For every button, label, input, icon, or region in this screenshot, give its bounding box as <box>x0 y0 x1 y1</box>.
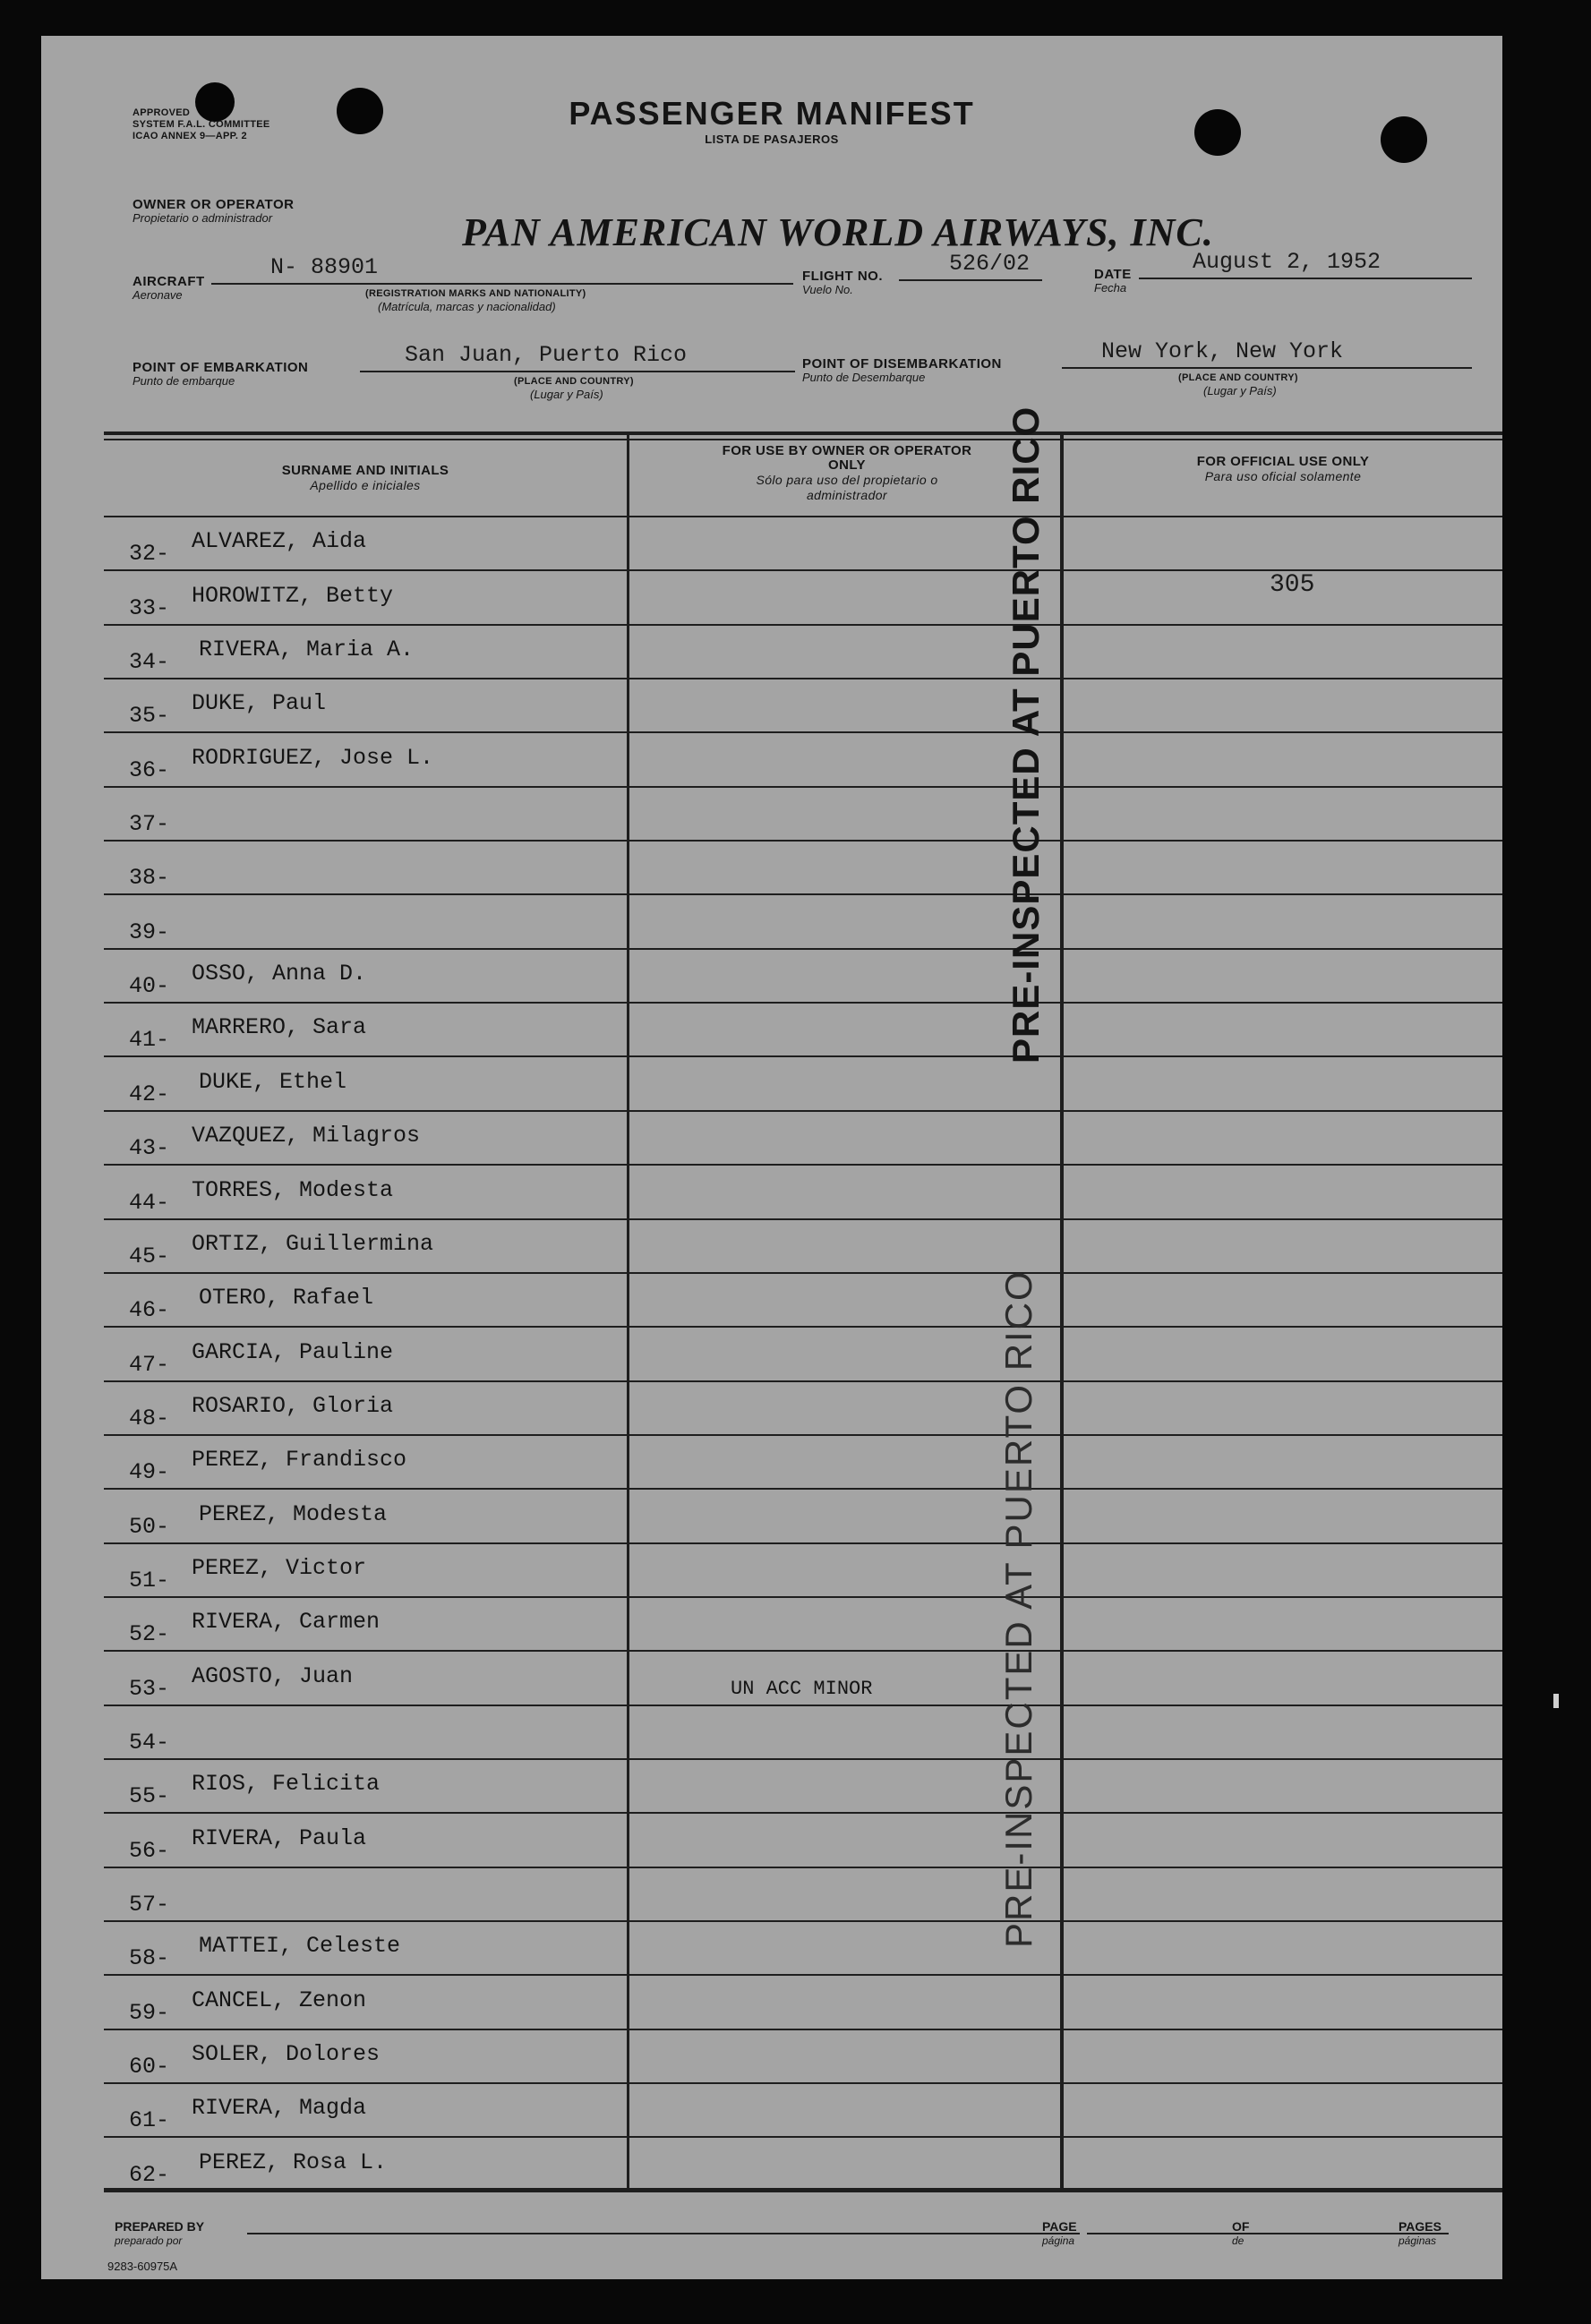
name-column-title-spanish: Apellido e iniciales <box>310 478 421 492</box>
passenger-name: CANCEL, Zenon <box>192 1987 367 2013</box>
embarkation-underline <box>360 371 795 372</box>
official-column-header <box>1064 455 1502 484</box>
table-row <box>41 1976 1502 2029</box>
flight-value: 526/02 <box>949 251 1031 277</box>
table-row <box>41 1922 1502 1976</box>
passenger-name: ORTIZ, Guillermina <box>192 1230 434 1257</box>
table-row <box>41 1598 1502 1652</box>
table-row <box>41 1328 1502 1381</box>
row-number: 51- <box>129 1567 170 1593</box>
passenger-name: MARRERO, Sara <box>192 1014 367 1041</box>
disembark-place-note-spanish: (Lugar y País) <box>1203 384 1277 397</box>
row-number: 44- <box>129 1189 170 1216</box>
passenger-name: GARCIA, Pauline <box>192 1338 394 1365</box>
passenger-name: HOROWITZ, Betty <box>192 582 394 609</box>
row-number: 55- <box>129 1783 170 1810</box>
table-row <box>41 2030 1502 2084</box>
embark-place-note: (PLACE AND COUNTRY) <box>514 376 634 387</box>
table-row <box>41 2084 1502 2138</box>
row-number: 54- <box>129 1730 170 1756</box>
table-row <box>41 1166 1502 1219</box>
page-label-spanish: página <box>1042 2234 1075 2247</box>
row-number: 38- <box>129 865 170 892</box>
embarkation-value: San Juan, Puerto Rico <box>405 342 688 368</box>
disembarkation-label: POINT OF DISEMBARKATION <box>802 356 1002 372</box>
passenger-name: PEREZ, Frandisco <box>192 1447 407 1474</box>
approval-line-3: ICAO ANNEX 9—APP. 2 <box>133 131 247 141</box>
table-row <box>41 1814 1502 1867</box>
row-number: 43- <box>129 1135 170 1162</box>
prepared-by-block <box>115 2220 204 2248</box>
official-column-title-spanish: Para uso oficial solamente <box>1204 469 1362 483</box>
registration-note: (REGISTRATION MARKS AND NATIONALITY) <box>365 288 586 299</box>
passenger-name: RIVERA, Paula <box>192 1824 367 1851</box>
table-row <box>41 1706 1502 1760</box>
row-number: 52- <box>129 1621 170 1648</box>
table-row <box>41 517 1502 571</box>
date-label: DATE <box>1094 267 1132 282</box>
table-row <box>41 1760 1502 1814</box>
table-row <box>41 1382 1502 1436</box>
of-block <box>1232 2220 1249 2248</box>
row-number: 47- <box>129 1351 170 1378</box>
passenger-name: OTERO, Rafael <box>199 1285 374 1312</box>
table-row <box>41 788 1502 842</box>
owner-label-spanish: Propietario o administrador <box>133 211 273 225</box>
official-value: 305 <box>1270 571 1315 599</box>
approval-line-2: SYSTEM F.A.L. COMMITTEE <box>133 119 270 130</box>
prepared-by-label-spanish: preparado por <box>115 2234 183 2247</box>
owner-column-title-spanish: Sólo para uso del propietario o administrador <box>756 473 938 502</box>
passenger-name: RODRIGUEZ, Jose L. <box>192 744 434 771</box>
prepared-by-line <box>247 2233 1080 2234</box>
prepared-by-label: PREPARED BY <box>115 2219 205 2234</box>
pre-inspection-stamp-upper: PRE-INSPECTED AT PUERTO RICO <box>1005 406 1047 1064</box>
disembark-place-note: (PLACE AND COUNTRY) <box>1178 372 1298 383</box>
row-number: 37- <box>129 811 170 838</box>
row-number: 46- <box>129 1297 170 1324</box>
table-row <box>41 950 1502 1004</box>
passenger-name: PEREZ, Victor <box>192 1554 367 1581</box>
row-number: 35- <box>129 703 170 730</box>
aircraft-underline <box>211 283 793 285</box>
passenger-name: PEREZ, Rosa L. <box>199 2149 388 2175</box>
owner-column-title: FOR USE BY OWNER OR OPERATOR ONLY <box>722 443 972 473</box>
row-number: 48- <box>129 1405 170 1431</box>
pages-block <box>1399 2220 1441 2248</box>
passenger-name: RIVERA, Carmen <box>192 1609 381 1636</box>
passenger-name: TORRES, Modesta <box>192 1176 394 1203</box>
row-number: 59- <box>129 1999 170 2026</box>
margin-mark <box>1553 1694 1559 1708</box>
aircraft-label-spanish: Aeronave <box>133 288 183 302</box>
table-row <box>41 1868 1502 1922</box>
table-row <box>41 679 1502 733</box>
of-label: OF <box>1232 2219 1250 2234</box>
row-number: 32- <box>129 541 170 568</box>
row-number: 62- <box>129 2161 170 2188</box>
table-row <box>41 895 1502 949</box>
name-column-title: SURNAME AND INITIALS <box>281 463 449 478</box>
page-block <box>1042 2220 1077 2248</box>
passenger-name: VAZQUEZ, Milagros <box>192 1123 421 1149</box>
table-row <box>41 842 1502 895</box>
owner-label: OWNER OR OPERATOR <box>133 197 295 212</box>
date-value: August 2, 1952 <box>1193 249 1381 275</box>
disembarkation-underline <box>1062 367 1472 369</box>
row-number: 39- <box>129 918 170 945</box>
passenger-name: AGOSTO, Juan <box>192 1662 354 1689</box>
row-number: 56- <box>129 1837 170 1864</box>
passenger-name: RIVERA, Magda <box>192 2095 367 2122</box>
form-title: PASSENGER MANIFEST <box>569 95 975 132</box>
row-number: 33- <box>129 594 170 621</box>
table-row <box>41 626 1502 679</box>
table-bottom-border <box>104 2188 1502 2191</box>
passenger-name: PEREZ, Modesta <box>199 1500 388 1527</box>
table-row <box>41 1436 1502 1490</box>
passenger-name: DUKE, Paul <box>192 690 327 717</box>
flight-label: FLIGHT NO. <box>802 269 883 284</box>
date-underline <box>1139 278 1472 279</box>
passenger-name: OSSO, Anna D. <box>192 961 367 987</box>
table-row <box>41 1004 1502 1057</box>
passenger-name: RIOS, Felicita <box>192 1771 381 1798</box>
flight-underline <box>899 279 1042 281</box>
manifest-sheet <box>41 36 1502 2279</box>
row-number: 50- <box>129 1513 170 1540</box>
row-number: 61- <box>129 2107 170 2134</box>
passenger-name: SOLER, Dolores <box>192 2041 381 2068</box>
row-divider <box>104 2191 1502 2192</box>
form-title-spanish: LISTA DE PASAJEROS <box>705 132 839 146</box>
table-top-border-2 <box>104 439 1502 440</box>
row-number: 40- <box>129 973 170 1000</box>
row-number: 60- <box>129 2054 170 2080</box>
form-number: 9283-60975A <box>107 2260 178 2273</box>
pages-label-spanish: páginas <box>1399 2234 1437 2247</box>
name-column-header <box>104 464 627 493</box>
passenger-name: ROSARIO, Gloria <box>192 1392 394 1419</box>
official-column-title: FOR OFFICIAL USE ONLY <box>1196 454 1370 469</box>
pages-label: PAGES <box>1399 2219 1441 2234</box>
aircraft-label: AIRCRAFT <box>133 274 205 289</box>
approval-line-1: APPROVED <box>133 107 191 118</box>
table-row <box>41 733 1502 787</box>
owner-column-header <box>722 444 972 503</box>
table-row <box>41 2139 1502 2192</box>
row-number: 58- <box>129 1945 170 1972</box>
owner-note: UN ACC MINOR <box>731 1678 873 1700</box>
aircraft-value: N- 88901 <box>270 254 379 280</box>
row-number: 57- <box>129 1892 170 1918</box>
embark-place-note-spanish: (Lugar y País) <box>530 388 603 401</box>
row-number: 45- <box>129 1243 170 1269</box>
disembarkation-label-spanish: Punto de Desembarque <box>802 371 926 384</box>
registration-note-spanish: (Matrícula, marcas y nacionalidad) <box>378 300 556 313</box>
table-row <box>41 1274 1502 1328</box>
passenger-name: ALVAREZ, Aida <box>192 528 367 555</box>
embarkation-label-spanish: Punto de embarque <box>133 374 235 388</box>
table-row <box>41 1490 1502 1543</box>
embarkation-label: POINT OF EMBARKATION <box>133 360 309 375</box>
table-top-border <box>104 431 1502 435</box>
row-number: 49- <box>129 1459 170 1486</box>
row-number: 41- <box>129 1027 170 1054</box>
row-number: 42- <box>129 1081 170 1107</box>
passenger-name: RIVERA, Maria A. <box>199 637 415 663</box>
date-label-spanish: Fecha <box>1094 281 1127 295</box>
row-number: 36- <box>129 756 170 783</box>
table-row <box>41 1058 1502 1112</box>
row-number: 53- <box>129 1675 170 1702</box>
of-label-spanish: de <box>1232 2234 1245 2247</box>
passenger-name: DUKE, Ethel <box>199 1068 347 1095</box>
table-row <box>41 1220 1502 1274</box>
row-number: 34- <box>129 649 170 676</box>
operator-name: PAN AMERICAN WORLD AIRWAYS, INC. <box>462 210 1214 254</box>
disembarkation-value: New York, New York <box>1101 338 1344 364</box>
page-label: PAGE <box>1042 2219 1077 2234</box>
passenger-name: MATTEI, Celeste <box>199 1933 401 1960</box>
pre-inspection-stamp-lower: PRE-INSPECTED AT PUERTO RICO <box>997 1269 1039 1948</box>
table-row <box>41 1544 1502 1598</box>
flight-label-spanish: Vuelo No. <box>802 283 853 296</box>
table-row <box>41 1112 1502 1166</box>
